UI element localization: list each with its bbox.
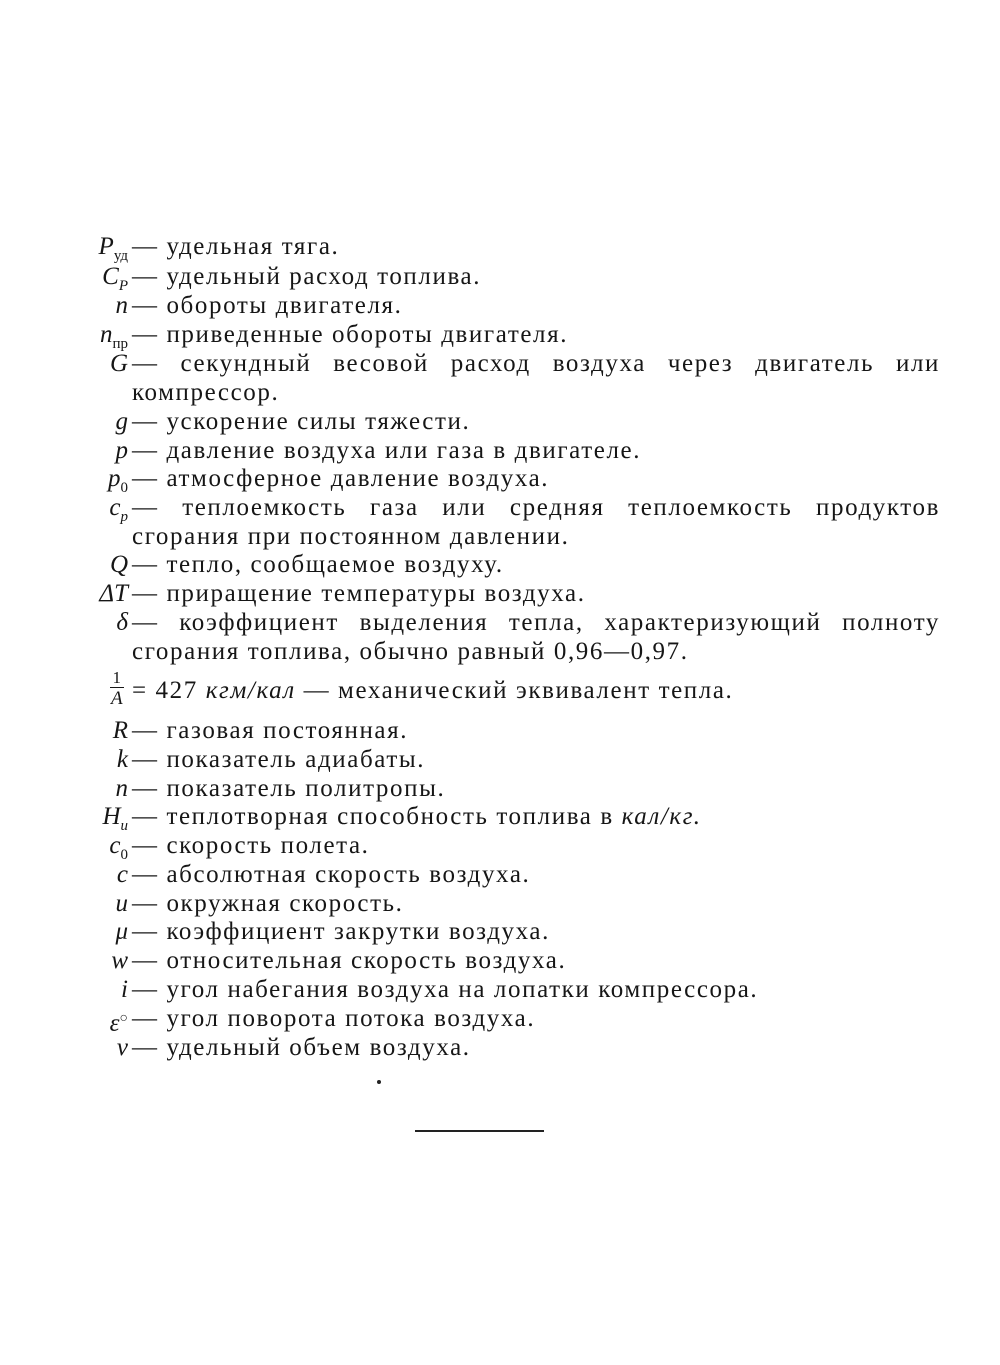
- list-item: [40, 550, 940, 579]
- definition: — окружная скорость.: [132, 890, 404, 917]
- fraction: $\frac{1}{A}$: [110, 668, 123, 709]
- list-item: [40, 745, 940, 774]
- definition: = 427 кгм/кал — механический эквивалент тепла.: [132, 677, 734, 704]
- definition: — давление воздуха или газа в двигателе.: [132, 437, 642, 464]
- symbol: $c_0$: [109, 832, 128, 863]
- symbol: R: [112, 717, 128, 744]
- symbol: n: [115, 292, 128, 319]
- symbol: v: [116, 1034, 128, 1061]
- symbol: w: [111, 947, 128, 974]
- symbol: Q: [109, 551, 128, 578]
- definition: — приведенные обороты двигателя.: [132, 321, 569, 348]
- definition: — секундный весовой расход воздуха через двигатель или компрессор.: [132, 350, 940, 406]
- definition: — абсолютная скорость воздуха.: [132, 861, 531, 888]
- definition: — коэффициент закрутки воздуха.: [132, 918, 550, 945]
- end-rule: [415, 1130, 544, 1132]
- list-item: [40, 774, 940, 803]
- list-item: [40, 668, 940, 710]
- definition: — коэффициент выделения тепла, характеризующий полноту сгорания топлива, обычно равный 0,96—0,97.: [132, 609, 940, 665]
- definition: — теплоемкость газа или средняя теплоемкость продуктов сгорания при постоянном давлении.: [132, 494, 940, 550]
- definition: — угол набегания воздуха на лопатки компрессора.: [132, 976, 759, 1003]
- symbol: u: [115, 890, 128, 917]
- list-item: [40, 1033, 940, 1062]
- definition: — газовая постоянная.: [132, 717, 409, 744]
- definition: — тепло, сообщаемое воздуху.: [132, 551, 504, 578]
- definition: — приращение температуры воздуха.: [132, 580, 586, 607]
- symbol: $H_u$: [102, 803, 128, 834]
- list-item: [40, 579, 940, 608]
- list-item: [40, 436, 940, 465]
- list-item: [40, 917, 940, 946]
- symbol: p: [115, 437, 128, 464]
- symbol: k: [116, 746, 128, 773]
- symbol: ΔT: [99, 580, 128, 607]
- list-item: [40, 975, 940, 1004]
- list-item: [40, 946, 940, 975]
- definition: — ускорение силы тяжести.: [132, 408, 471, 435]
- symbol: $n_{пр}$: [99, 321, 128, 352]
- list-item: [40, 608, 940, 666]
- definition: — скорость полета.: [132, 832, 370, 859]
- definition: — удельный расход топлива.: [132, 263, 482, 290]
- list-item: [40, 860, 940, 889]
- list-item: [40, 716, 940, 745]
- symbol: δ: [116, 609, 128, 636]
- definition: — удельный объем воздуха.: [132, 1034, 471, 1061]
- symbol: $c_p$: [109, 494, 128, 525]
- list-item: [40, 291, 940, 320]
- definition: — атмосферное давление воздуха.: [132, 465, 550, 492]
- list-item: [40, 349, 940, 407]
- list-item: [40, 493, 940, 551]
- list-item: [40, 407, 940, 436]
- symbol: μ: [115, 918, 128, 945]
- definition: — теплотворная способность топлива в кал/кг.: [132, 803, 702, 830]
- symbol: c: [116, 861, 128, 888]
- symbol: [40, 668, 132, 710]
- symbol: g: [115, 408, 128, 435]
- symbol: $C_P$: [102, 263, 128, 294]
- list-item: [40, 889, 940, 918]
- definition: — удельная тяга.: [132, 233, 340, 260]
- definition: — обороты двигателя.: [132, 292, 403, 319]
- symbol: i: [121, 976, 128, 1003]
- symbol: ε○: [109, 1010, 128, 1037]
- print-dot: [377, 1080, 381, 1084]
- symbol: $P_{уд}$: [98, 233, 128, 264]
- definition: — показатель адиабаты.: [132, 746, 426, 773]
- definition: — показатель политропы.: [132, 775, 446, 802]
- symbol: $p_0$: [108, 465, 128, 496]
- definition: — угол поворота потока воздуха.: [132, 1005, 536, 1032]
- symbol: G: [109, 350, 128, 377]
- definition: — относительная скорость воздуха.: [132, 947, 567, 974]
- symbol: n: [115, 775, 128, 802]
